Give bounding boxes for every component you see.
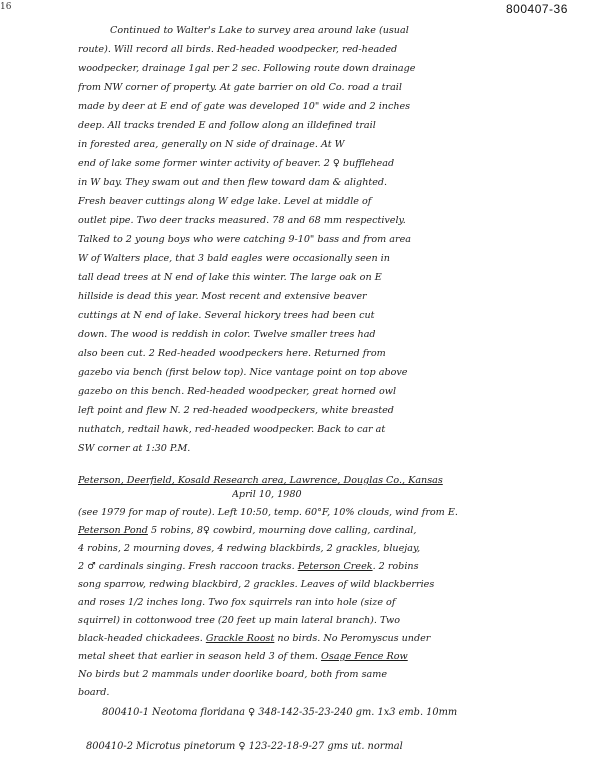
- entry-heading: Peterson, Deerfield, Kosald Research area, Lawrence, Douglas Co., Kansas: [78, 475, 443, 486]
- text-segment: black-headed chickadees.: [78, 633, 206, 644]
- site-label-grackle-roost: Grackle Roost: [205, 633, 275, 644]
- text-line: also been cut. 2 Red-headed woodpeckers here. Returned from: [78, 348, 386, 359]
- text-line: and roses 1/2 inches long. Two fox squirrels ran into hole (size of: [78, 597, 396, 608]
- text-line: board.: [78, 687, 110, 698]
- text-line: SW corner at 1:30 P.M.: [78, 443, 191, 454]
- text-line: tall dead trees at N end of lake this winter. The large oak on E: [78, 272, 382, 283]
- text-segment: . 2 robins: [372, 561, 419, 572]
- text-line: W of Walters place, that 3 bald eagles were occasionally seen in: [78, 253, 390, 264]
- text-line: gazebo on this bench. Red-headed woodpecker, great horned owl: [78, 386, 397, 397]
- specimen-record: 800410-2 Microtus pinetorum ♀ 123-22-18-9-27 gms ut. normal: [86, 741, 403, 752]
- site-label-peterson-pond: Peterson Pond: [78, 525, 148, 536]
- text-line: woodpecker, drainage 1gal per 2 sec. Following route down drainage: [78, 63, 416, 74]
- page-edge-number: 16: [0, 2, 12, 12]
- text-line: outlet pipe. Two deer tracks measured. 78 and 68 mm respectively.: [78, 215, 406, 226]
- text-line: hillside is dead this year. Most recent and extensive beaver: [78, 291, 367, 302]
- text-segment: no birds. No Peromyscus under: [274, 633, 431, 644]
- text-line: made by deer at E end of gate was developed 10" wide and 2 inches: [78, 101, 411, 112]
- text-line: nuthatch, redtail hawk, red-headed woodpecker. Back to car at: [78, 424, 386, 435]
- site-label-osage-fence-row: Osage Fence Row: [321, 651, 408, 662]
- text-segment: 5 robins, 8♀ cowbird, mourning dove calling, cardinal,: [147, 525, 417, 536]
- text-line: cuttings at N end of lake. Several hickory trees had been cut: [78, 310, 375, 321]
- text-line: left point and flew N. 2 red-headed woodpeckers, white breasted: [78, 405, 394, 416]
- text-line: in W bay. They swam out and then flew toward dam & alighted.: [78, 177, 388, 188]
- text-line: squirrel) in cottonwood tree (20 feet up main lateral branch). Two: [78, 615, 401, 626]
- specimen-record: 800410-1 Neotoma floridana ♀ 348-142-35-23-240 gm. 1x3 emb. 10mm: [102, 707, 458, 718]
- text-segment: 2 ♂ cardinals singing. Fresh raccoon tracks.: [78, 561, 298, 572]
- text-line: [78, 632, 588, 645]
- text-segment: metal sheet that earlier in season held 3 of them.: [78, 651, 322, 662]
- text-line: down. The wood is reddish in color. Twelve smaller trees had: [78, 329, 376, 340]
- text-line: 4 robins, 2 mourning doves, 4 redwing blackbirds, 2 grackles, bluejay,: [78, 543, 421, 554]
- text-line: from NW corner of property. At gate barrier on old Co. road a trail: [78, 82, 402, 93]
- page-catalog-number: 800407-36: [506, 2, 568, 16]
- text-line: Talked to 2 young boys who were catching 9-10" bass and from area: [78, 234, 411, 245]
- text-line: Fresh beaver cuttings along W edge lake. Level at middle of: [78, 196, 372, 207]
- site-label-peterson-creek: Peterson Creek: [297, 561, 373, 572]
- text-line: deep. All tracks trended E and follow along an illdefined trail: [78, 120, 376, 131]
- text-line: gazebo via bench (first below top). Nice vantage point on top above: [78, 367, 408, 378]
- text-line: route). Will record all birds. Red-headed woodpecker, red-headed: [78, 44, 398, 55]
- text-line: Continued to Walter's Lake to survey area around lake (usual: [110, 25, 409, 36]
- text-line: song sparrow, redwing blackbird, 2 grackles. Leaves of wild blackberries: [78, 579, 435, 590]
- text-line: [78, 650, 588, 663]
- text-line: (see 1979 for map of route). Left 10:50, temp. 60°F, 10% clouds, wind from E.: [78, 507, 458, 518]
- text-line: [78, 560, 588, 573]
- text-line: in forested area, generally on N side of drainage. At W: [78, 139, 345, 150]
- text-line: [78, 524, 588, 537]
- entry-date: April 10, 1980: [232, 489, 302, 500]
- text-line: end of lake some former winter activity of beaver. 2 ♀ bufflehead: [78, 158, 395, 169]
- text-line: No birds but 2 mammals under doorlike board, both from same: [78, 669, 387, 680]
